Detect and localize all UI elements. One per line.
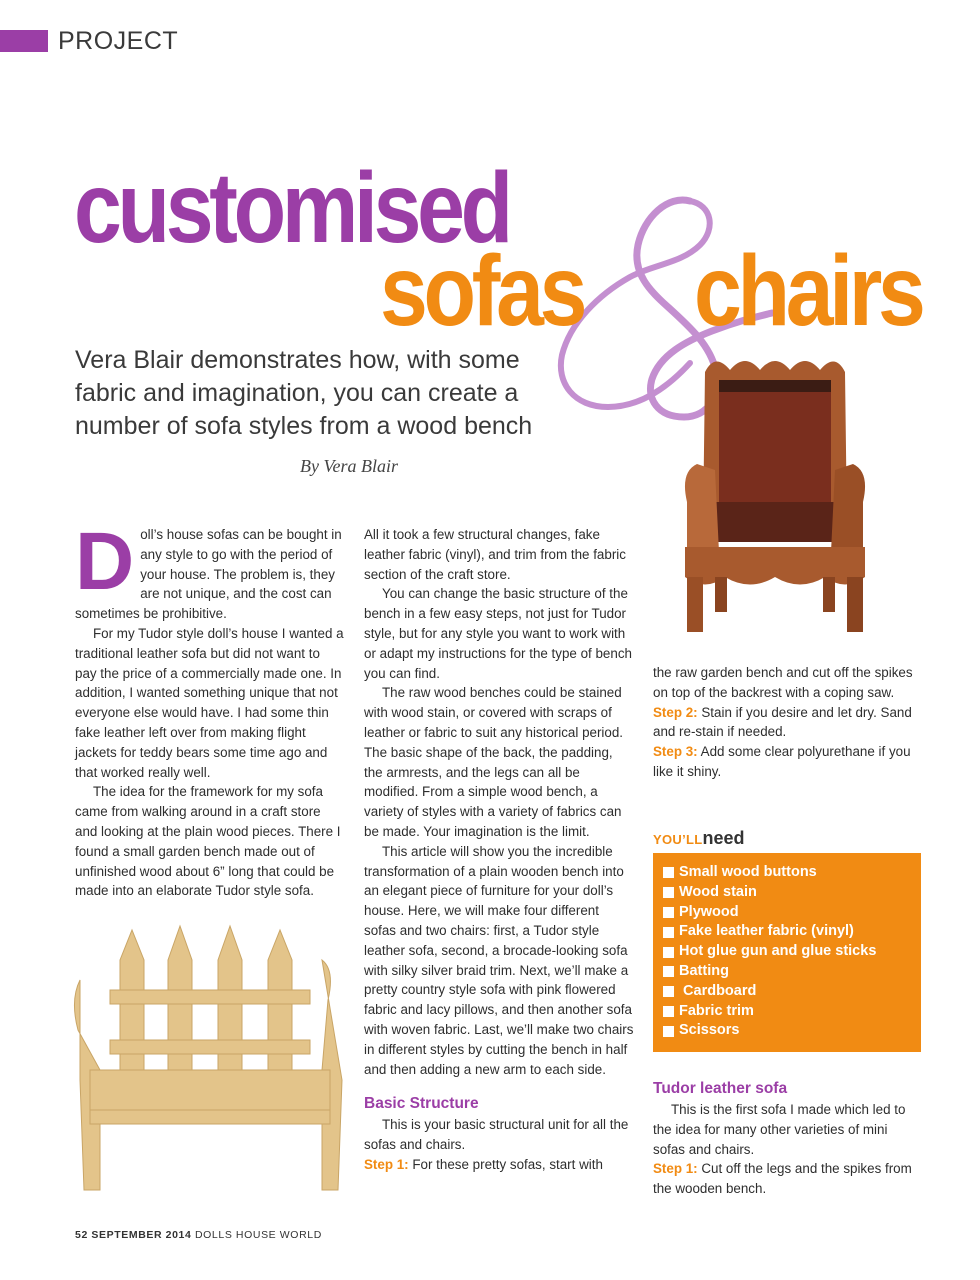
you-need-prefix: YOU’LL bbox=[653, 832, 703, 847]
step-label: Step 1: bbox=[364, 1156, 409, 1172]
issue-date: SEPTEMBER 2014 bbox=[91, 1229, 192, 1241]
section-color-bar bbox=[0, 30, 48, 52]
magazine-name: DOLLS HOUSE WORLD bbox=[194, 1229, 322, 1241]
step-text: For these pretty sofas, start with bbox=[408, 1156, 603, 1172]
list-item: Cardboard bbox=[663, 982, 921, 1002]
paragraph: This is your basic structural unit for all the sofas and chairs. bbox=[364, 1117, 629, 1153]
list-item: Small wood buttons bbox=[663, 863, 921, 883]
bullet-square-icon bbox=[663, 907, 674, 918]
list-item: Wood stain bbox=[663, 883, 921, 903]
bullet-square-icon bbox=[663, 986, 674, 997]
paragraph: For my Tudor style doll’s house I wanted a traditional leather sofa but did not want to pay the price of a commercially made one. In addition, I wanted something unique that not everyone else would have. I had some thin fake leather left over from making flight jackets for teddy bears some time ago and that worked really well. bbox=[75, 625, 344, 780]
paragraph: This article will show you the incredible transformation of a plain wooden bench into an elegant piece of furniture for your doll’s house. Here, we will make four different sofas and two chairs: first, a Tudor style leather sofa, second, a brocade-looking sofa with silky silver braid trim. Next, we’ll make a pretty country style sofa with pink flowered fabric and lacy pillows, and then another sofa with woven fabric. Last, we’ll make two chairs in different styles by cutting the bench in half and then adding a new arm to each side. bbox=[364, 843, 634, 1077]
bullet-square-icon bbox=[663, 1026, 674, 1037]
bullet-square-icon bbox=[663, 887, 674, 898]
list-item: Batting bbox=[663, 962, 921, 982]
subhead-basic-structure: Basic Structure bbox=[364, 1095, 479, 1113]
bullet-square-icon bbox=[663, 927, 674, 938]
list-item: Fake leather fabric (vinyl) bbox=[663, 922, 921, 942]
list-item: Scissors bbox=[663, 1021, 921, 1041]
article-column-2 bbox=[364, 525, 634, 1175]
title-chairs: chairs bbox=[694, 235, 922, 347]
list-item: Fabric trim bbox=[663, 1002, 921, 1022]
drop-cap: D bbox=[75, 516, 135, 607]
step-label: Step 1: bbox=[653, 1161, 698, 1177]
bullet-square-icon bbox=[663, 947, 674, 958]
section-label: PROJECT bbox=[58, 27, 179, 55]
bullet-square-icon bbox=[663, 1006, 674, 1017]
step-label: Step 2: bbox=[653, 704, 698, 720]
step-text: Stain if you desire and let dry. Sand and re-stain if needed. bbox=[653, 704, 912, 740]
paragraph: All it took a few structural changes, fake leather fabric (vinyl), and trim from the fabric section of the craft store. bbox=[364, 527, 626, 582]
you-need-heading bbox=[653, 828, 744, 849]
page-footer bbox=[75, 1229, 322, 1241]
tudor-section bbox=[653, 1078, 923, 1199]
paragraph: You can change the basic structure of the bench in a few easy steps, not just for Tudor style, but for any style you want to work with or adapt my instructions for the type of bench you can find. bbox=[364, 586, 632, 681]
step-label: Step 3: bbox=[653, 744, 698, 760]
subhead-tudor-leather-sofa: Tudor leather sofa bbox=[653, 1080, 788, 1097]
bullet-square-icon bbox=[663, 966, 674, 977]
bullet-square-icon bbox=[663, 867, 674, 878]
you-need-box bbox=[653, 853, 921, 1052]
you-need-main: need bbox=[702, 828, 745, 848]
standfirst: Vera Blair demonstrates how, with some fabric and imagination, you can create a number of sofa styles from a wood bench bbox=[75, 346, 533, 440]
list-item: Plywood bbox=[663, 903, 921, 923]
paragraph: the raw garden bench and cut off the spikes on top of the backrest with a coping saw. bbox=[653, 665, 913, 700]
paragraph: The idea for the framework for my sofa came from walking around in a craft store and looking at the plain wood pieces. There I found a small garden bench made out of unfinished wood about 6” long that could be made into an elaborate Tudor style sofa. bbox=[75, 784, 341, 899]
title-sofas: sofas bbox=[380, 235, 584, 347]
step-text: Cut off the legs and the spikes from the wooden bench. bbox=[653, 1161, 912, 1197]
article-column-1 bbox=[75, 516, 345, 901]
paragraph: oll’s house sofas can be bought in any style to go with the period of your house. The problem is, they are not unique, and the cost can sometimes be prohibitive. bbox=[75, 527, 342, 622]
wood-bench-photo bbox=[60, 920, 360, 1200]
title-customised: customised bbox=[74, 152, 509, 264]
page-number: 52 bbox=[75, 1229, 88, 1241]
byline: By Vera Blair bbox=[300, 456, 398, 476]
tudor-chair-photo bbox=[675, 352, 875, 642]
paragraph: The raw wood benches could be stained with wood stain, or covered with scraps of leather or fabric to suit any historical period. The basic shape of the back, the padding, the armrests, and the legs can all be modified. From a simple wood bench, a variety of styles with a variety of fabrics can be made. Your imagination is the limit. bbox=[364, 685, 624, 839]
paragraph: This is the first sofa I made which led to the idea for many other varieties of mini sofas and chairs. bbox=[653, 1102, 906, 1157]
article-column-3 bbox=[653, 663, 923, 782]
list-item: Hot glue gun and glue sticks bbox=[663, 942, 921, 962]
step-text: Add some clear polyurethane if you like it shiny. bbox=[653, 744, 911, 779]
